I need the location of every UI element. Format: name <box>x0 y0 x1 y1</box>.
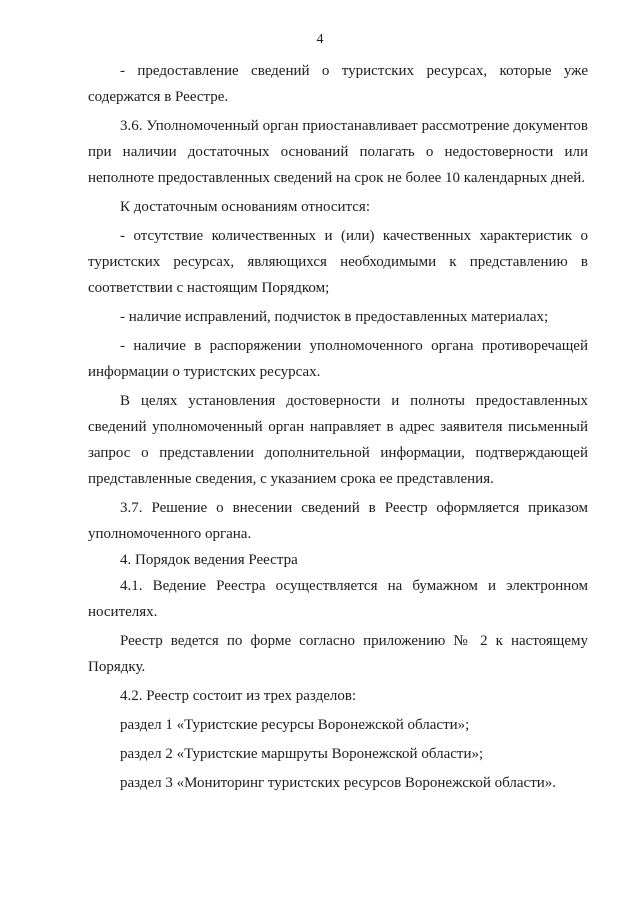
paragraph-existing-resources: - предоставление сведений о туристских ресурсах, которые уже содержатся в Реестре. <box>88 63 588 105</box>
list-item-section-2: раздел 2 «Туристские маршруты Воронежской области»; <box>120 746 484 762</box>
section-heading: 4. Порядок ведения Реестра <box>120 552 298 568</box>
paragraph-4-1: 4.1. Ведение Реестра осуществляется на бумажном и электронном носителях. <box>88 578 588 620</box>
paragraph-sufficient-grounds: К достаточным основаниям относится: <box>120 199 370 215</box>
list-item-section-3: раздел 3 «Мониторинг туристских ресурсов Воронежской области». <box>120 775 557 791</box>
paragraph-missing-characteristics: - отсутствие количественных и (или) качественных характеристик о туристских ресурсах, являющихся необходимыми к представлению в соответствии с настоящим Порядком; <box>88 228 588 296</box>
paragraph-written-request: В целях установления достоверности и полноты предоставленных сведений уполномоченный орган направляет в адрес заявителя письменный запрос о представлении дополнительной информации, подтверждающей представленные сведения, с указанием срока ее представления. <box>88 393 588 487</box>
paragraph-registry-form: Реестр ведется по форме согласно приложению № 2 к настоящему Порядку. <box>88 633 588 675</box>
page-number: 4 <box>316 32 324 47</box>
paragraph-3-7: 3.7. Решение о внесении сведений в Реестр оформляется приказом уполномоченного органа. <box>88 500 588 542</box>
document-body <box>88 58 588 796</box>
paragraph-contradicting-info: - наличие в распоряжении уполномоченного органа противоречащей информации о туристских ресурсах. <box>88 338 588 380</box>
paragraph-corrections: - наличие исправлений, подчисток в предоставленных материалах; <box>120 309 549 325</box>
paragraph-4-2: 4.2. Реестр состоит из трех разделов: <box>120 688 357 704</box>
paragraph-3-6: 3.6. Уполномоченный орган приостанавливает рассмотрение документов при наличии достаточных оснований полагать о недостоверности или неполноте предоставленных сведений на срок не более 10 календарных дней. <box>88 118 588 186</box>
list-item-section-1: раздел 1 «Туристские ресурсы Воронежской области»; <box>120 717 470 733</box>
